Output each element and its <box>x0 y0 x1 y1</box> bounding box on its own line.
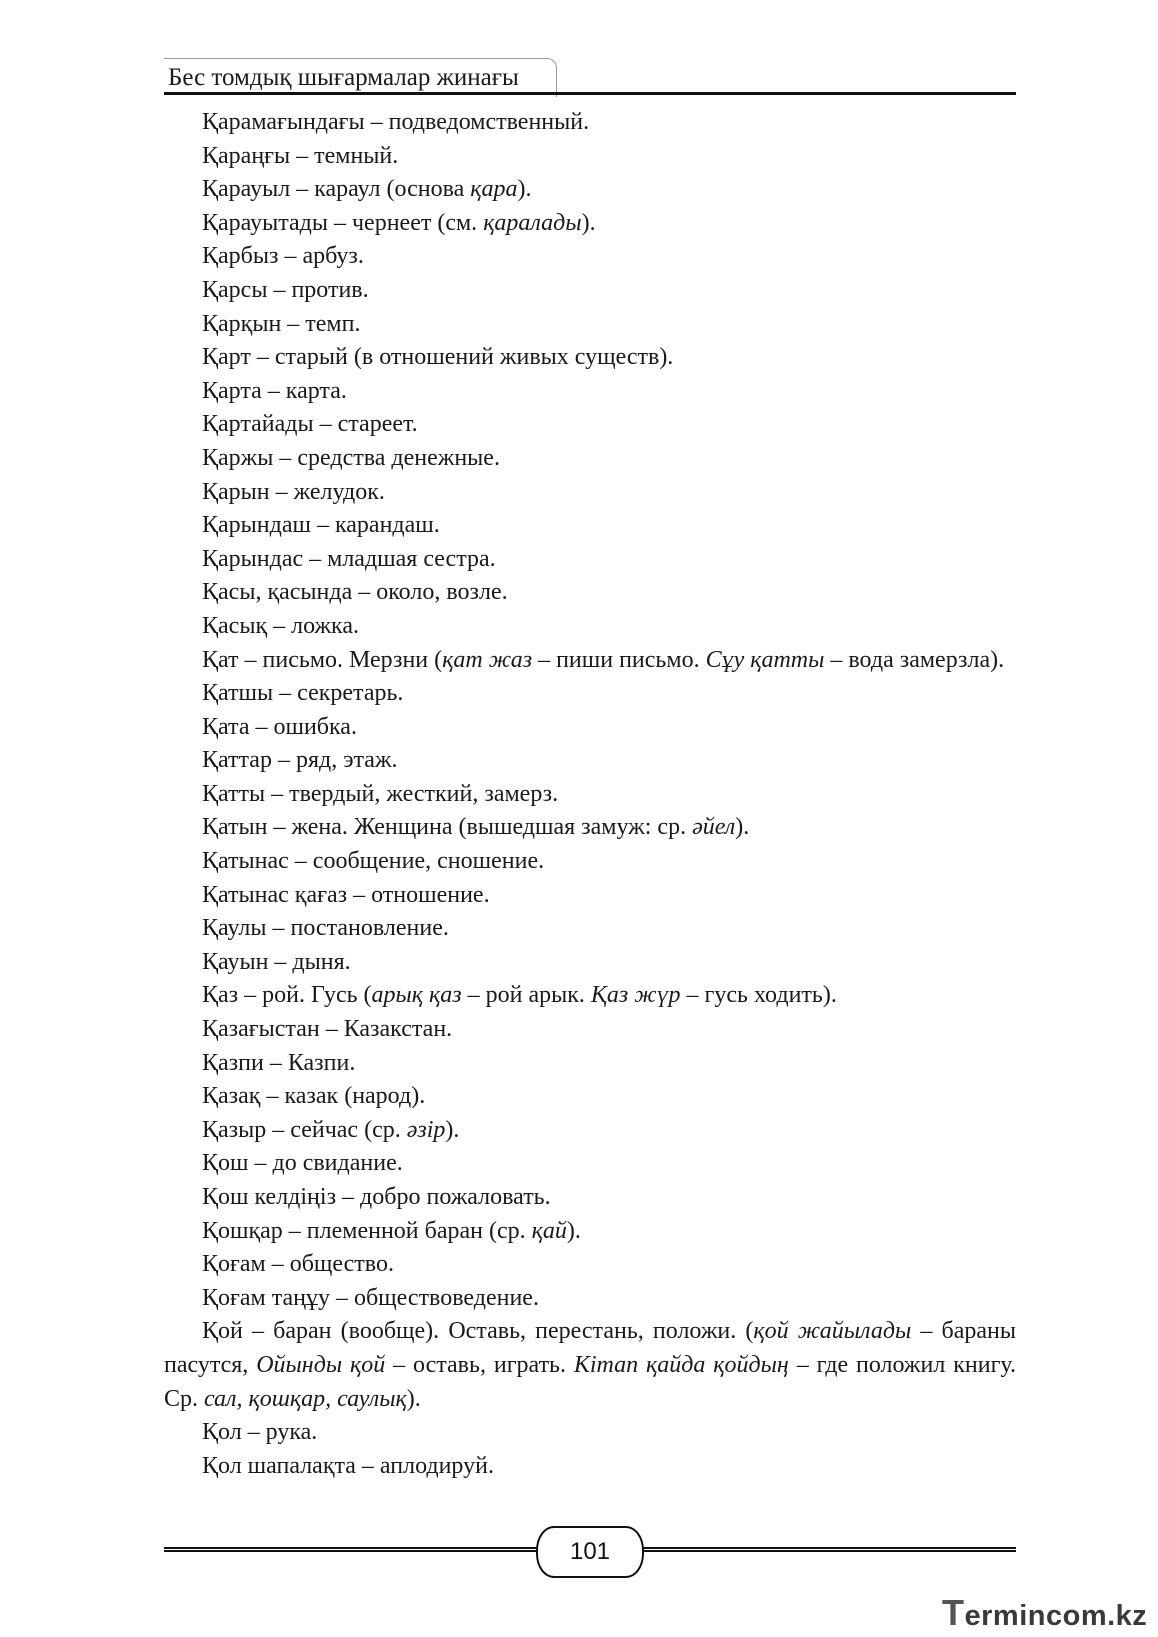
glossary-entry: Қош – до свидание. <box>202 1150 403 1177</box>
glossary-entry: Қаулы – постановление. <box>202 915 449 942</box>
glossary-entry: Қоғам – общество. <box>202 1251 394 1278</box>
glossary-entry: Қатын – жена. Женщина (вышедшая замуж: ср. әйел). <box>202 814 750 841</box>
glossary-entry: Қол – рука. <box>202 1419 318 1446</box>
glossary-entry: Қошқар – племенной баран (ср. қай). <box>202 1217 581 1244</box>
glossary-entry: Қой – баран (вообще). Оставь, перестань, положи. (қой жайылады – бараны пасутся, Ойынды қой – оставь, играть. Кітап қайда қойдың – где положил книгу. Ср. сал, қошқар, саулық). <box>164 1318 1017 1412</box>
glossary-entry: Қазыр – сейчас (ср. әзір). <box>202 1116 460 1143</box>
glossary-entry: Қасы, қасында – около, возле. <box>202 579 508 606</box>
glossary-entry: Қарамағындағы – подведомственный. <box>202 109 590 135</box>
watermark-logo <box>942 1592 1148 1633</box>
header-rule <box>164 92 1016 95</box>
watermark-t: T <box>942 1592 965 1633</box>
glossary-entry: Қарқын – темп. <box>202 310 361 337</box>
page-number-frame <box>536 1526 644 1578</box>
watermark-part-2: m.kz <box>1080 1600 1148 1632</box>
glossary-entry: Қол шапалақта – аплодируй. <box>202 1452 494 1479</box>
footer-rule-left <box>164 1547 538 1552</box>
glossary-entry: Қаржы – средства денежные. <box>202 444 500 471</box>
footer-rule-right <box>640 1547 1016 1552</box>
book-title: Бес томдық шығармалар жинағы <box>168 64 519 91</box>
glossary-entry: Қасық – ложка. <box>202 612 360 639</box>
glossary-entry: Қауын – дыня. <box>202 948 351 975</box>
glossary-entry: Қатынас – сообщение, сношение. <box>202 848 545 875</box>
glossary-entry: Қартайады – стареет. <box>202 411 418 438</box>
glossary-entry: Қатынас қағаз – отношение. <box>202 881 490 908</box>
glossary-entry: Қарындас – младшая сестра. <box>202 545 496 572</box>
glossary-entry: Қаттар – ряд, этаж. <box>202 747 398 774</box>
page-number: 101 <box>569 1538 611 1565</box>
glossary-body <box>164 106 1016 1483</box>
glossary-entry: Қатты – твердый, жесткий, замерз. <box>202 780 559 807</box>
glossary-entry: Қарындаш – карандаш. <box>202 512 440 539</box>
glossary-entry: Қазағыстан – Казакстан. <box>202 1016 453 1043</box>
glossary-entry: Қарт – старый (в отношений живых существ). <box>202 344 674 371</box>
glossary-entry: Қарын – желудок. <box>202 478 385 505</box>
glossary-entry: Қат – письмо. Мерзни (қат жаз – пиши письмо. Сұу қатты – вода замерзла). <box>202 646 1005 673</box>
watermark-o: o <box>1062 1600 1081 1632</box>
glossary-entry: Қарта – карта. <box>202 377 347 404</box>
glossary-entry: Қаз – рой. Гусь (арық қаз – рой арык. Қаз жүр – гусь ходить). <box>202 982 837 1009</box>
glossary-entry: Қата – ошибка. <box>202 713 357 740</box>
glossary-entry: Қарауыл – караул (основа қара). <box>202 176 532 203</box>
glossary-entry: Қарсы – против. <box>202 276 369 303</box>
glossary-entry: Қарауытады – чернеет (см. қаралады). <box>202 209 596 236</box>
glossary-entry: Қоғам таңұу – обществоведение. <box>202 1284 539 1311</box>
glossary-entry: Қарбыз – арбуз. <box>202 243 364 270</box>
glossary-entry: Қатшы – секретарь. <box>202 680 404 707</box>
glossary-entry: Қараңғы – темный. <box>202 142 399 169</box>
glossary-entry: Қазпи – Казпи. <box>202 1049 356 1076</box>
glossary-entry: Қазақ – казак (народ). <box>202 1083 426 1110</box>
watermark-part-1: erminc <box>964 1600 1063 1632</box>
glossary-entry: Қош келдіңіз – добро пожаловать. <box>202 1184 551 1210</box>
